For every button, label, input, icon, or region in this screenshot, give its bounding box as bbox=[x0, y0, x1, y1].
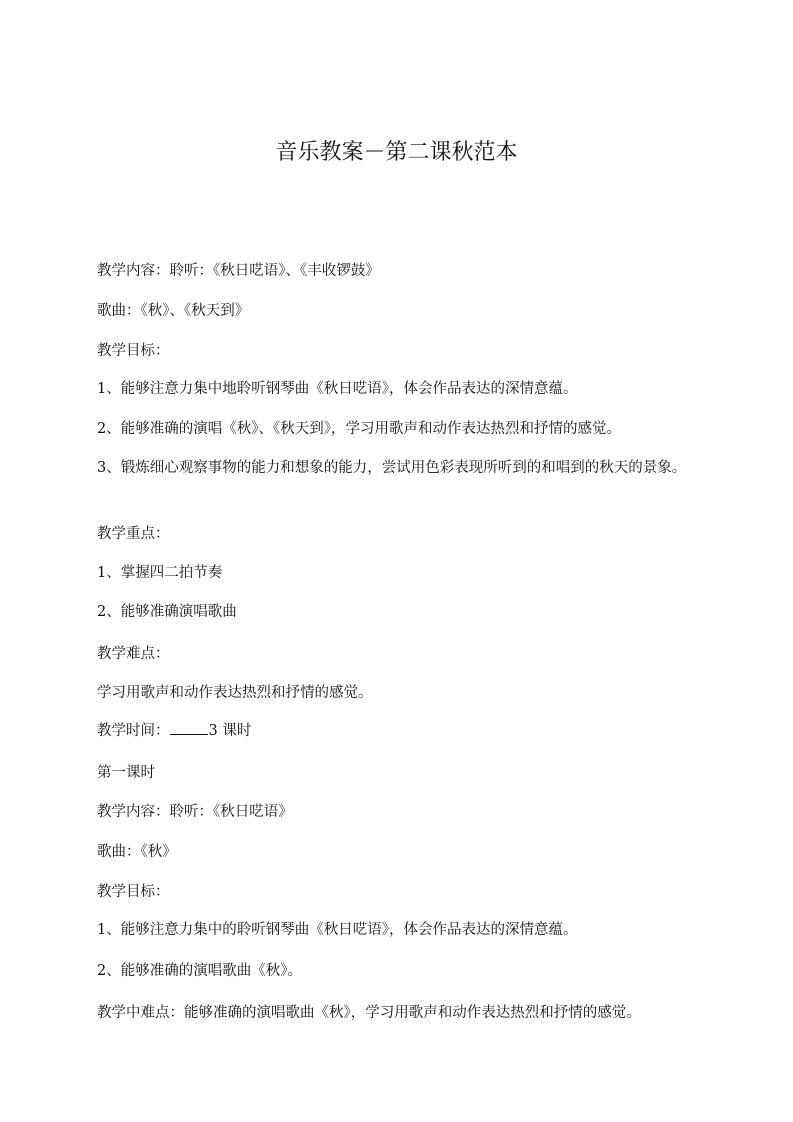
teaching-time-line bbox=[97, 718, 717, 744]
teaching-time-label: 教学时间： bbox=[97, 723, 170, 739]
goal-3-line: 3、锻炼细心观察事物的能力和想象的能力，尝试用色彩表现所听到的和唱到的秋天的景象。 bbox=[97, 460, 687, 476]
first-lesson-heading: 第一课时 bbox=[97, 765, 155, 781]
songs-line: 歌曲：《秋》、《秋天到》 bbox=[97, 303, 250, 319]
key-point-2-line: 2、能够准确演唱歌曲 bbox=[97, 604, 237, 620]
lesson1-difficulty-line: 教学中难点：能够准确的演唱歌曲《秋》，学习用歌声和动作表达热烈和抒情的感觉。 bbox=[97, 1005, 641, 1021]
teaching-goals-heading: 教学目标： bbox=[97, 343, 170, 359]
key-point-1-line: 1、掌握四二拍节奏 bbox=[97, 565, 223, 581]
document-title: 音乐教案－第二课秋范本 bbox=[275, 140, 518, 165]
goal-2-line: 2、能够准确的演唱《秋》、《秋天到》，学习用歌声和动作表达热烈和抒情的感觉。 bbox=[97, 421, 621, 437]
goal-1-line: 1、能够注意力集中地聆听钢琴曲《秋日呓语》，体会作品表达的深情意蕴。 bbox=[97, 381, 578, 397]
lesson1-goal-2-line: 2、能够准确的演唱歌曲《秋》。 bbox=[97, 963, 302, 979]
difficulties-heading: 教学难点： bbox=[97, 646, 170, 662]
fill-in-blank bbox=[170, 720, 208, 735]
lesson1-goal-1-line: 1、能够注意力集中的聆听钢琴曲《秋日呓语》，体会作品表达的深情意蕴。 bbox=[97, 922, 578, 938]
lesson1-content-line: 教学内容：聆听：《秋日呓语》 bbox=[97, 804, 293, 820]
key-points-heading: 教学重点： bbox=[97, 526, 170, 542]
teaching-time-value: 3 课时 bbox=[208, 723, 252, 739]
lesson1-goals-heading: 教学目标： bbox=[97, 884, 170, 900]
difficulty-line: 学习用歌声和动作表达热烈和抒情的感觉。 bbox=[97, 685, 373, 701]
lesson1-song-line: 歌曲：《秋》 bbox=[97, 844, 177, 860]
teaching-content-line: 教学内容：聆听：《秋日呓语》、《丰收锣鼓》 bbox=[97, 263, 380, 279]
